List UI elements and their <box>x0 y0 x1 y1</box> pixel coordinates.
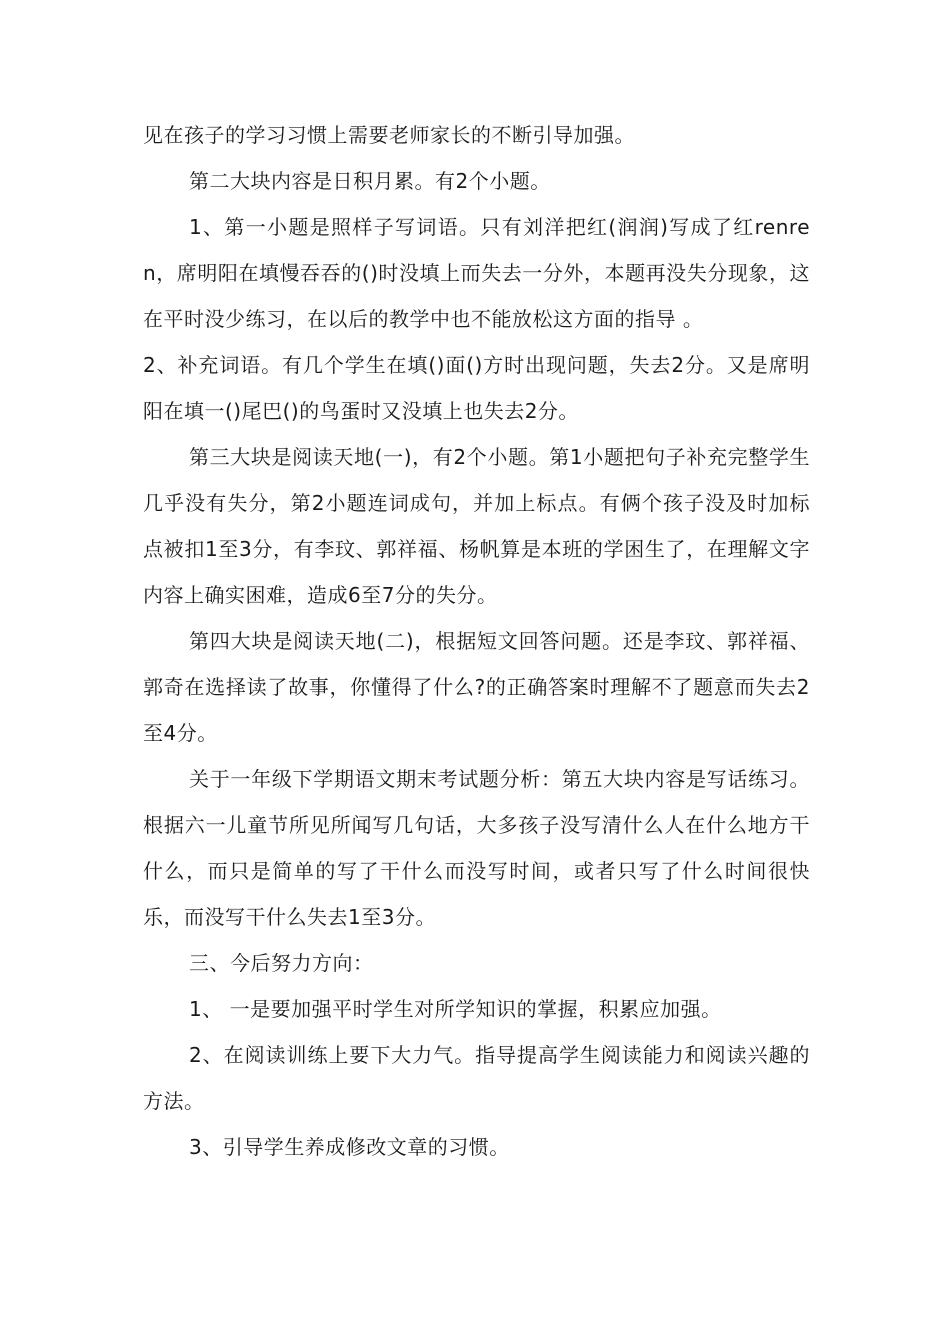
paragraph-future-two: 2、在阅读训练上要下大力气。指导提高学生阅读能力和阅读兴趣的方法。 <box>143 1043 810 1113</box>
paragraph-item-one: 1、第一小题是照样子写词语。只有刘洋把红(润润)写成了红renren，席明阳在填慢吞吞的()时没填上而失去一分外，本题再没失分现象，这在平时没少练习，在以后的教学中也不能放松这方面的指导 。 <box>143 215 810 331</box>
paragraph-future-heading: 三、今后努力方向： <box>189 951 374 975</box>
paragraph-future-one: 1、 一是要加强平时学生对所学知识的掌握，积累应加强。 <box>189 997 722 1021</box>
paragraph-section-four: 第四大块是阅读天地(二)，根据短文回答问题。还是李玟、郭祥福、郭奇在选择读了故事，你懂得了什么?的正确答案时理解不了题意而失去2至4分。 <box>143 629 810 745</box>
paragraph-section-three: 第三大块是阅读天地(一)，有2个小题。第1小题把句子补充完整学生几乎没有失分，第2小题连词成句，并加上标点。有俩个孩子没及时加标点被扣1至3分，有李玟、郭祥福、杨帆算是本班的学困生了，在理解文字内容上确实困难，造成6至7分的失分。 <box>143 445 810 607</box>
body-text <box>143 112 810 1170</box>
paragraph-item-two: 2、补充词语。有几个学生在填()面()方时出现问题，失去2分。又是席明阳在填一()尾巴()的鸟蛋时又没填上也失去2分。 <box>143 353 810 423</box>
paragraph-section-two: 第二大块内容是日积月累。有2个小题。 <box>189 169 551 193</box>
paragraph-continuation: 见在孩子的学习习惯上需要老师家长的不断引导加强。 <box>143 123 635 147</box>
paragraph-future-three: 3、引导学生养成修改文章的习惯。 <box>189 1135 510 1159</box>
paragraph-section-five: 关于一年级下学期语文期末考试题分析：第五大块内容是写话练习。根据六一儿童节所见所闻写几句话，大多孩子没写清什么人在什么地方干什么，而只是简单的写了干什么而没写时间，或者只写了什么时间很快乐，而没写干什么失去1至3分。 <box>143 767 810 929</box>
